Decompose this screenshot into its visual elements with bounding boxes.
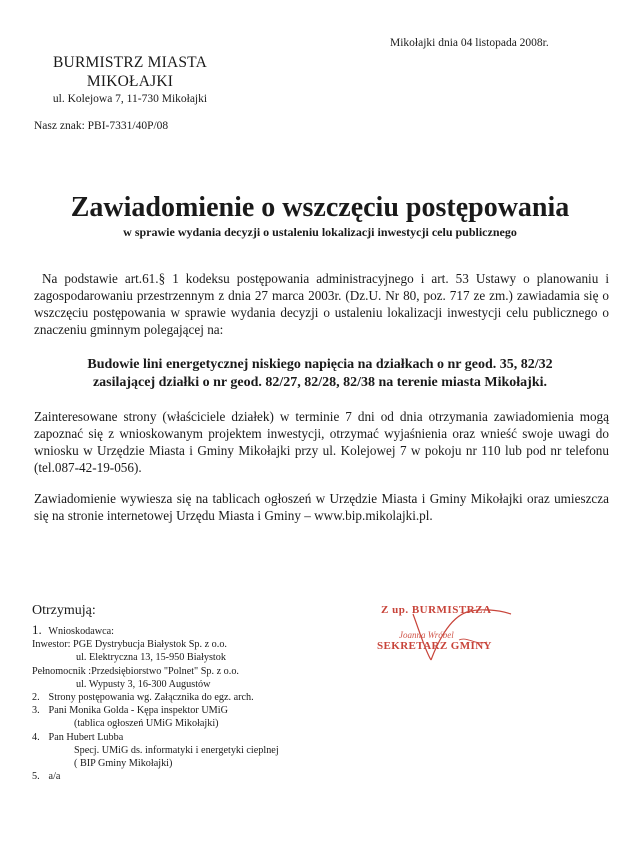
sender-address: ul. Kolejowa 7, 11-730 Mikołajki (52, 93, 208, 105)
paragraph-publication: Zawiadomienie wywiesza się na tablicach ogłoszeń w Urzędzie Miasta i Gminy Mikołajki oraz umieszcza się na stronie internetowej Urzędu Miasta i Gminy – www.bip.mikolajki.pl. (34, 491, 609, 523)
document-subtitle: w sprawie wydania decyzji o ustaleniu lokalizacji inwestycji celu publicznego (123, 225, 517, 239)
paragraph-parties-info: Zainteresowane strony (właściciele działek) w terminie 7 dni od dnia otrzymania zawiadomienia mogą zapoznać się z wnioskowanym projektem inwestycji, otrzymać wyjaśnienia oraz wnieść swoje uwagi do wniosku w Urzędzie Miasta i Gminy Mikołajki przy ul. Kolejowej 7 w pokoju nr 110 lub pod nr telefonu (tel.087-42-19-056). (34, 409, 609, 475)
sender-block (30, 54, 230, 107)
list-item: Pełnomocnik :Przedsiębiorstwo "Polnet" Sp. z o.o. (32, 665, 239, 677)
list-item: 3. Pani Monika Golda - Kępa inspektor UMiG (32, 705, 228, 717)
stamp-line-2: SEKRETARZ GMINY (377, 640, 492, 652)
investment-line-1: Budowie lini energetycznej niskiego napięcia na działkach o nr geod. 35, 82/32 (87, 357, 553, 372)
paragraph-legal-basis: Na podstawie art.61.§ 1 kodeksu postępowania administracyjnego i art. 53 Ustawy o planowaniu i zagospodarowaniu przestrzennym z dnia 27 marca 2003r. (Dz.U. Nr 80, poz. 717 ze zm.) zawiadamia się o wszczęciu postępowania w sprawie wydania decyzji o ustaleniu lokalizacji inwestycji celu publicznego o znaczeniu gminnym polegającej na: (34, 271, 609, 337)
stamp-line-1: Z up. BURMISTRZA (381, 604, 492, 616)
recipients-list (32, 623, 372, 783)
sender-city: MIKOŁAJKI (86, 73, 174, 90)
list-item: 2. Strony postępowania wg. Załącznika do egz. arch. (32, 692, 254, 704)
document-date: Mikołajki dnia 04 listopada 2008r. (390, 37, 549, 49)
sender-title: BURMISTRZ MIASTA (53, 54, 207, 71)
list-item: ul. Elektryczna 13, 15-950 Białystok (76, 652, 226, 664)
list-item: Specj. UMiG ds. informatyki i energetyki cieplnej (74, 744, 279, 756)
recipients-heading: Otrzymują: (32, 603, 96, 618)
list-item: Inwestor: PGE Dystrybucja Białystok Sp. z o.o. (32, 639, 227, 651)
list-item: (tablica ogłoszeń UMiG Mikołajki) (74, 718, 219, 730)
list-item: ( BIP Gminy Mikołajki) (74, 758, 173, 770)
investment-description (20, 356, 620, 392)
list-item: 4. Pan Hubert Lubba (32, 731, 124, 743)
stamp-signature-name: Joanna Wróbel (399, 630, 454, 640)
list-item: ul. Wypusty 3, 16-300 Augustów (76, 678, 211, 690)
document-title: Zawiadomienie o wszczęciu postępowania (70, 192, 570, 223)
official-stamp (377, 604, 517, 662)
investment-line-2: zasilającej działki o nr geod. 82/27, 82/28, 82/38 na terenie miasta Mikołajki. (92, 375, 548, 390)
reference-number: Nasz znak: PBI-7331/40P/08 (34, 120, 169, 132)
list-item: 5. a/a (32, 771, 61, 783)
list-item: 1. Wnioskodawca: (32, 622, 115, 637)
